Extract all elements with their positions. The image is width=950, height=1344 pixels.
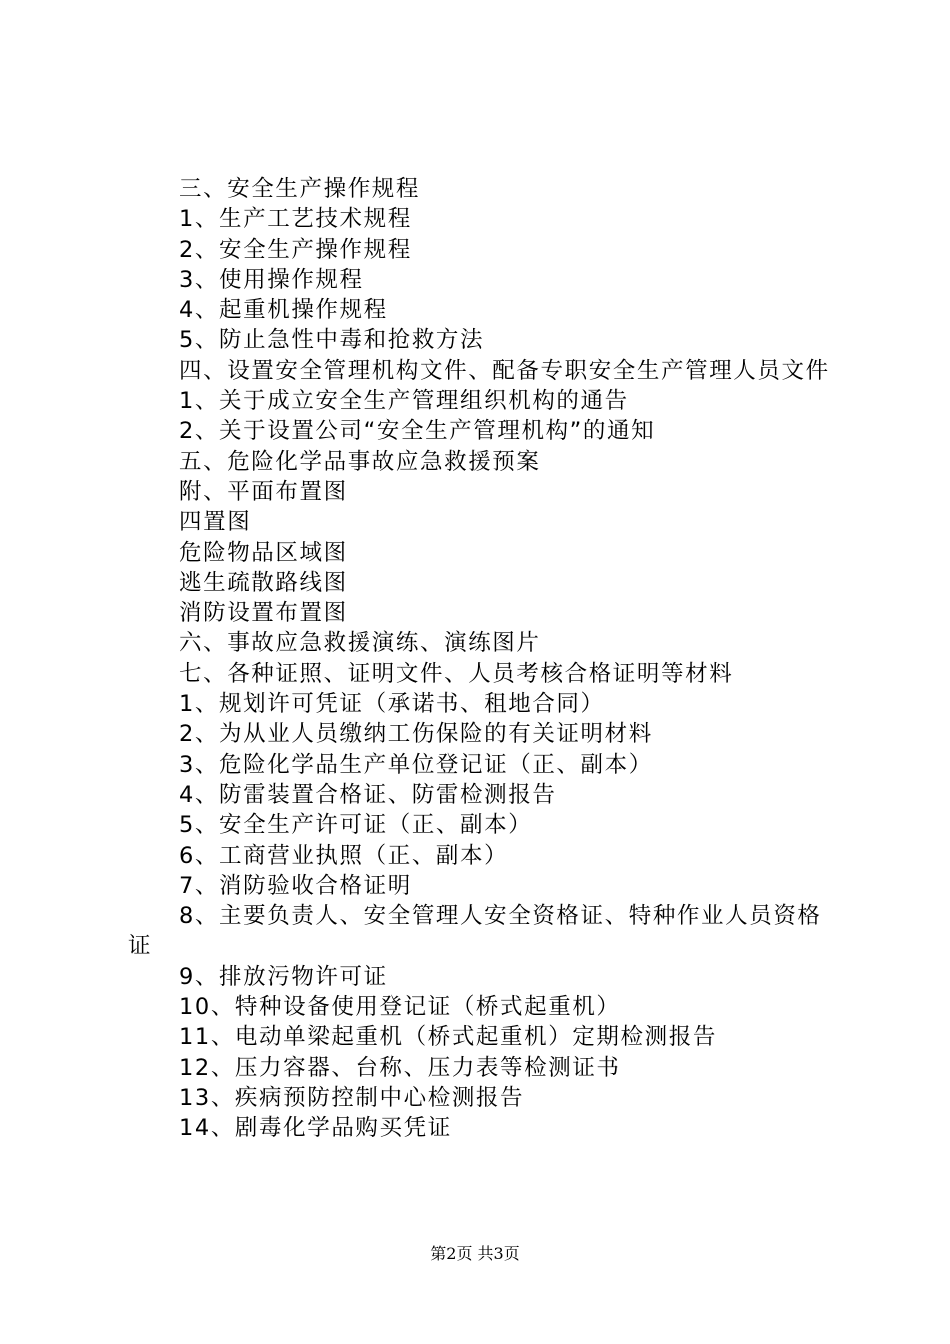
list-item: 1、生产工艺技术规程	[179, 206, 412, 233]
list-item: 逃生疏散路线图	[179, 569, 348, 596]
list-item: 9、排放污物许可证	[179, 963, 388, 990]
list-item: 消防设置布置图	[179, 600, 348, 627]
list-item: 3、使用操作规程	[179, 266, 364, 293]
list-item: 10、特种设备使用登记证（桥式起重机）	[179, 994, 621, 1021]
section-heading: 六、事故应急救援演练、演练图片	[179, 630, 541, 657]
list-item: 4、起重机操作规程	[179, 297, 388, 324]
list-item: 5、安全生产许可证（正、副本）	[179, 812, 533, 839]
section-heading: 四、设置安全管理机构文件、配备专职安全生产管理人员文件	[179, 357, 830, 384]
list-item: 附、平面布置图	[179, 478, 348, 505]
list-item: 2、为从业人员缴纳工伤保险的有关证明材料	[179, 721, 653, 748]
list-item: 13、疾病预防控制中心检测报告	[179, 1084, 525, 1111]
list-item: 4、防雷装置合格证、防雷检测报告	[179, 781, 557, 808]
list-item: 2、关于设置公司“安全生产管理机构”的通知	[179, 418, 656, 445]
section-heading: 七、各种证照、证明文件、人员考核合格证明等材料	[179, 660, 734, 687]
list-item: 8、主要负责人、安全管理人安全资格证、特种作业人员资格证	[128, 903, 822, 960]
list-item: 6、工商营业执照（正、副本）	[179, 842, 509, 869]
section-heading: 三、安全生产操作规程	[179, 176, 421, 202]
list-item: 危险物品区域图	[179, 539, 348, 566]
list-item: 11、电动单梁起重机（桥式起重机）定期检测报告	[179, 1024, 717, 1051]
page-footer: 第2页 共3页	[430, 1244, 520, 1263]
list-item: 2、安全生产操作规程	[179, 236, 412, 263]
list-item: 5、防止急性中毒和抢救方法	[179, 327, 485, 354]
list-item: 7、消防验收合格证明	[179, 872, 412, 899]
section-heading: 五、危险化学品事故应急救援预案	[179, 448, 541, 475]
document-body	[128, 174, 834, 1144]
list-item: 四置图	[179, 509, 252, 536]
list-item: 3、危险化学品生产单位登记证（正、副本）	[179, 751, 653, 778]
list-item: 14、剧毒化学品购买凭证	[179, 1115, 452, 1142]
list-item: 12、压力容器、台称、压力表等检测证书	[179, 1054, 621, 1081]
list-item: 1、关于成立安全生产管理组织机构的通告	[179, 388, 629, 415]
list-item: 1、规划许可凭证（承诺书、租地合同）	[179, 691, 605, 718]
